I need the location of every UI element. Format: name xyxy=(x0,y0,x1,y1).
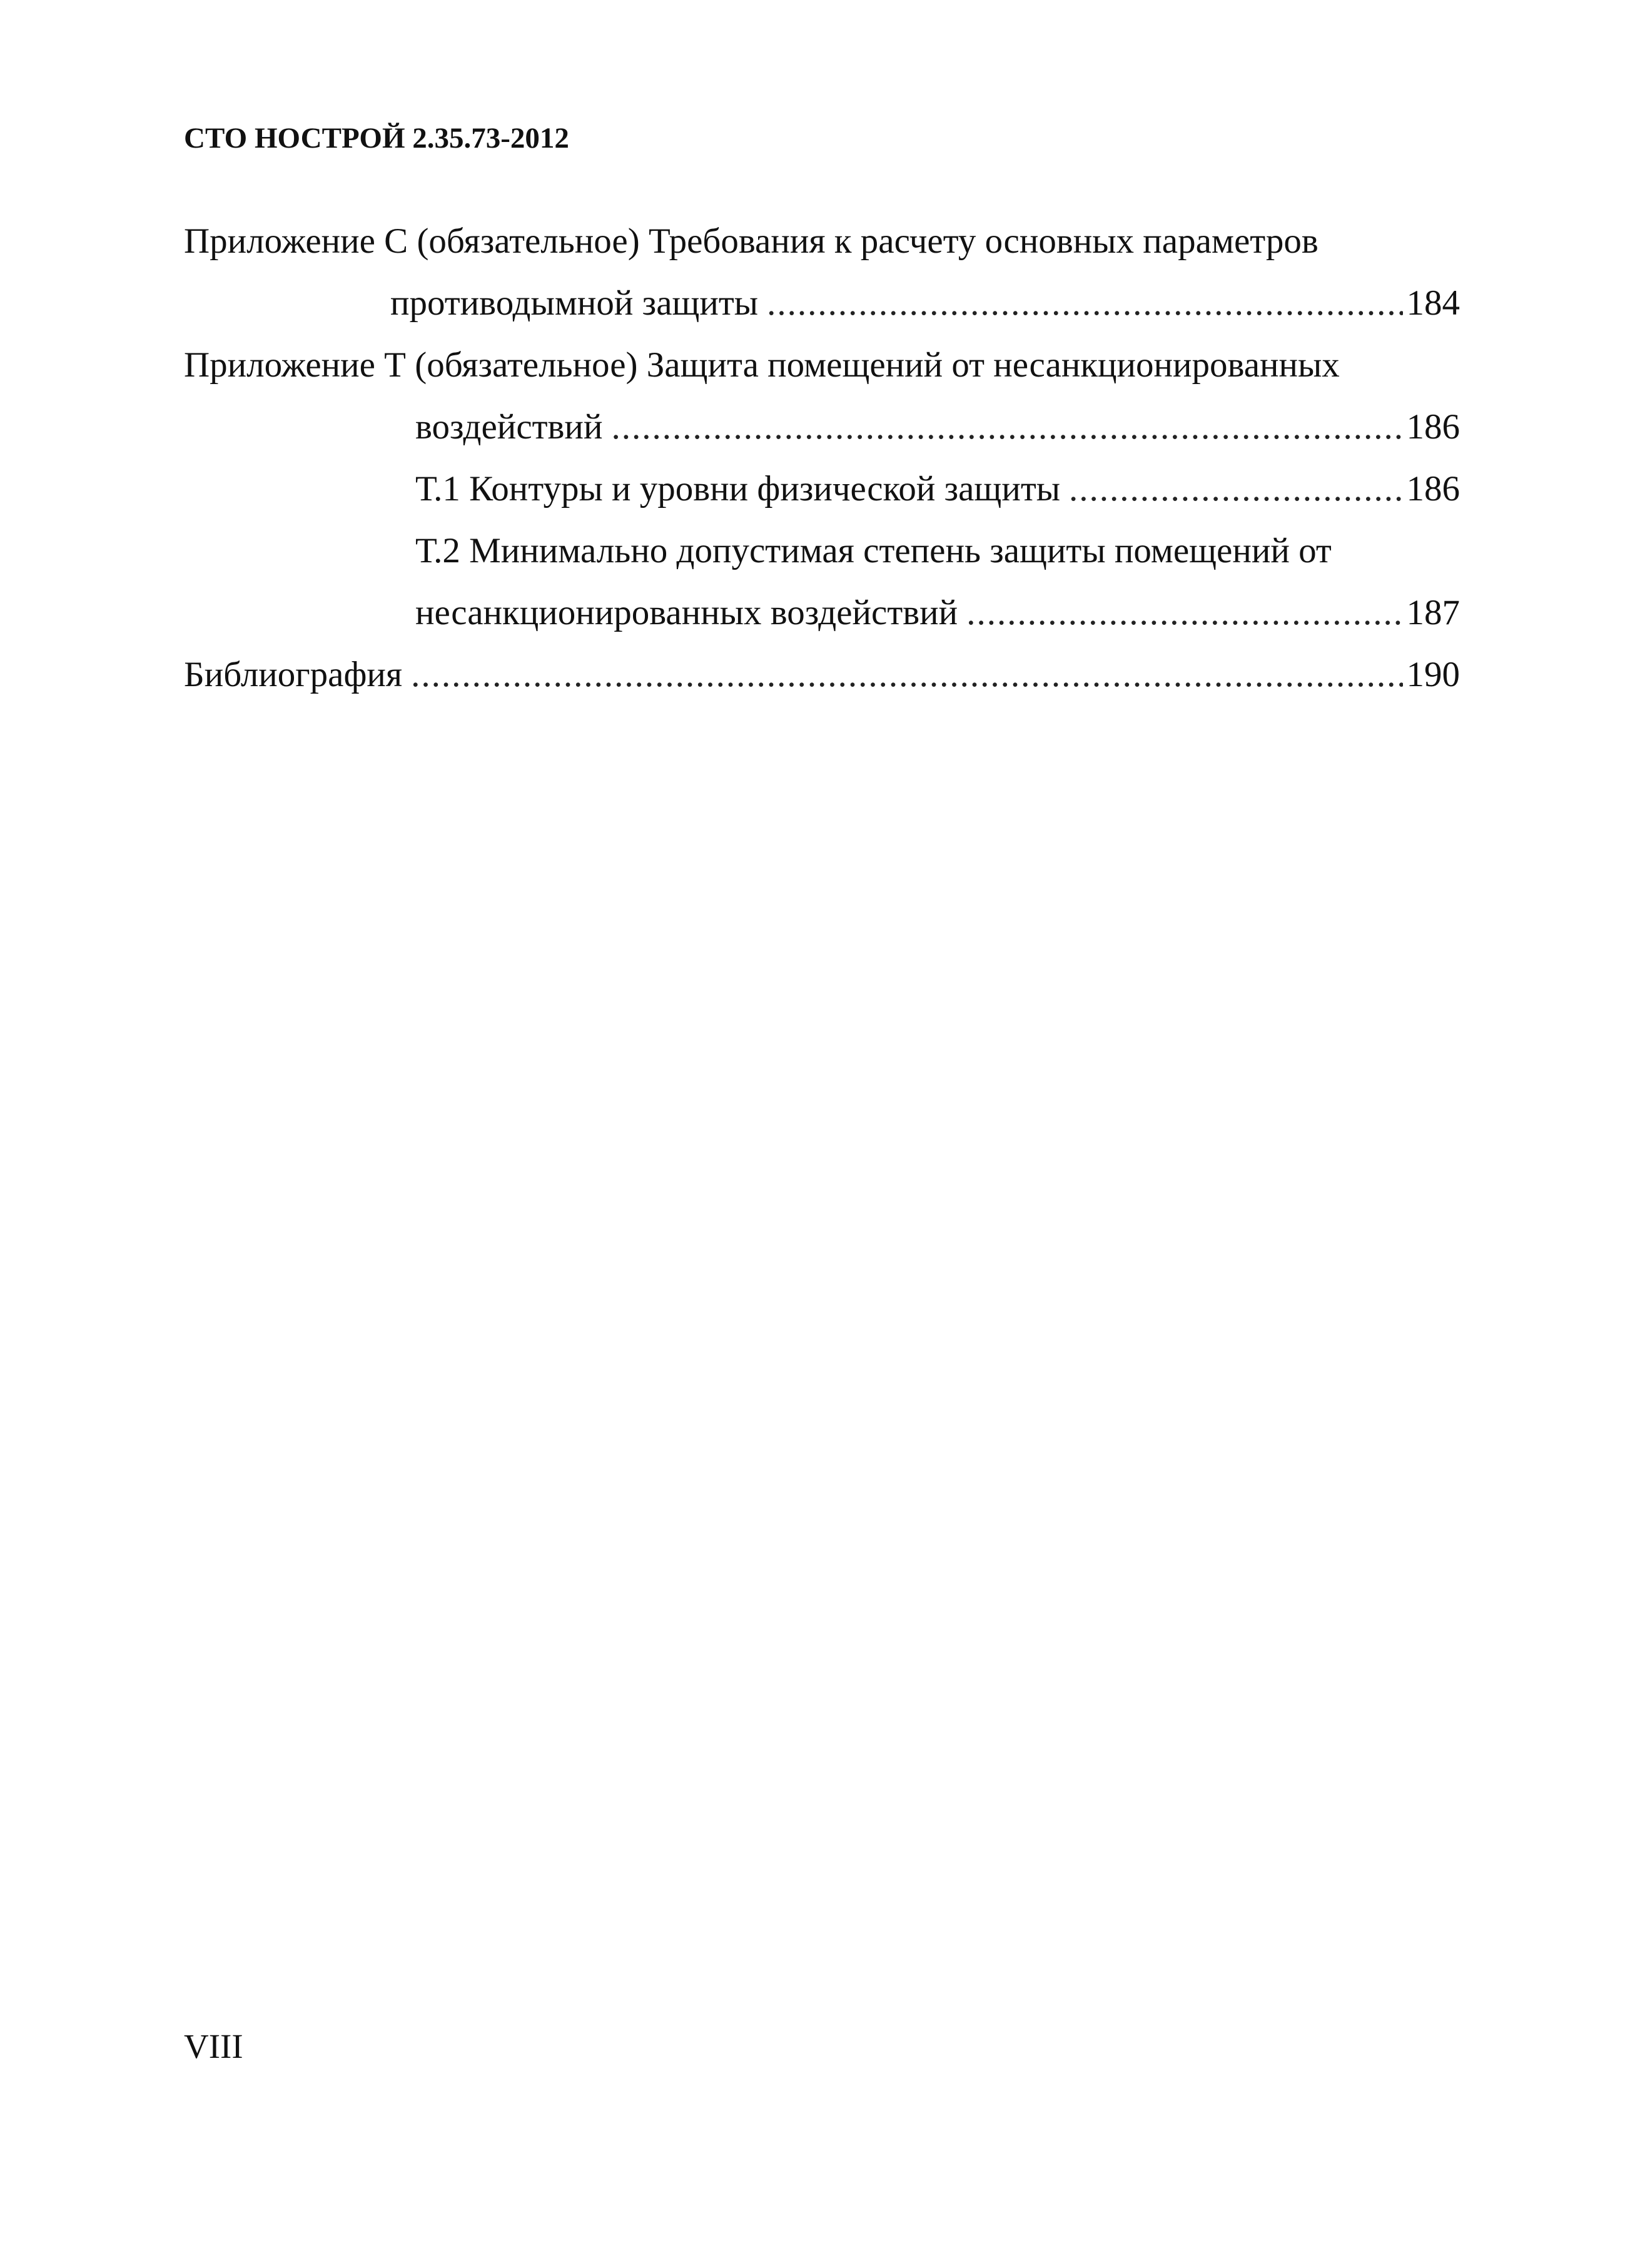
table-of-contents xyxy=(184,210,1460,706)
toc-page-number: 184 xyxy=(1406,283,1460,323)
toc-entry-text: Т.1 Контуры и уровни физической защиты xyxy=(415,469,1061,509)
page-number-footer: VIII xyxy=(184,2027,243,2065)
toc-entry-text: несанкционированных воздействий xyxy=(415,593,958,632)
toc-entry-text: Т.2 Минимально допустимая степень защиты помещений от xyxy=(415,531,1332,570)
toc-page-number: 190 xyxy=(1406,655,1460,694)
toc-page-number: 187 xyxy=(1406,593,1460,632)
toc-entry-text: противодымной защиты xyxy=(390,283,759,323)
toc-entry-appendix-c-title xyxy=(184,210,1460,272)
toc-entry-t2-title xyxy=(184,520,1460,582)
toc-entry-appendix-c[interactable] xyxy=(184,272,1460,334)
dot-leader xyxy=(1069,458,1402,520)
toc-entry-text: Приложение Т (обязательное) Защита помещений от несанкционированных xyxy=(184,345,1340,385)
dot-leader xyxy=(966,582,1402,644)
toc-entry-t1[interactable] xyxy=(184,458,1460,520)
dot-leader xyxy=(611,396,1402,458)
toc-entry-text: Приложение С (обязательное) Требования к расчету основных параметров xyxy=(184,221,1319,261)
toc-entry-text: Библиография xyxy=(184,655,403,694)
toc-entry-bibliography[interactable] xyxy=(184,644,1460,706)
document-code-header: СТО НОСТРОЙ 2.35.73-2012 xyxy=(184,122,569,154)
dot-leader xyxy=(411,644,1402,706)
dot-leader xyxy=(767,272,1402,334)
toc-entry-t2[interactable] xyxy=(184,582,1460,644)
toc-page-number: 186 xyxy=(1406,407,1460,447)
toc-entry-text: воздействий xyxy=(415,407,603,447)
toc-entry-appendix-t-title xyxy=(184,334,1460,396)
toc-entry-appendix-t[interactable] xyxy=(184,396,1460,458)
toc-page-number: 186 xyxy=(1406,469,1460,509)
